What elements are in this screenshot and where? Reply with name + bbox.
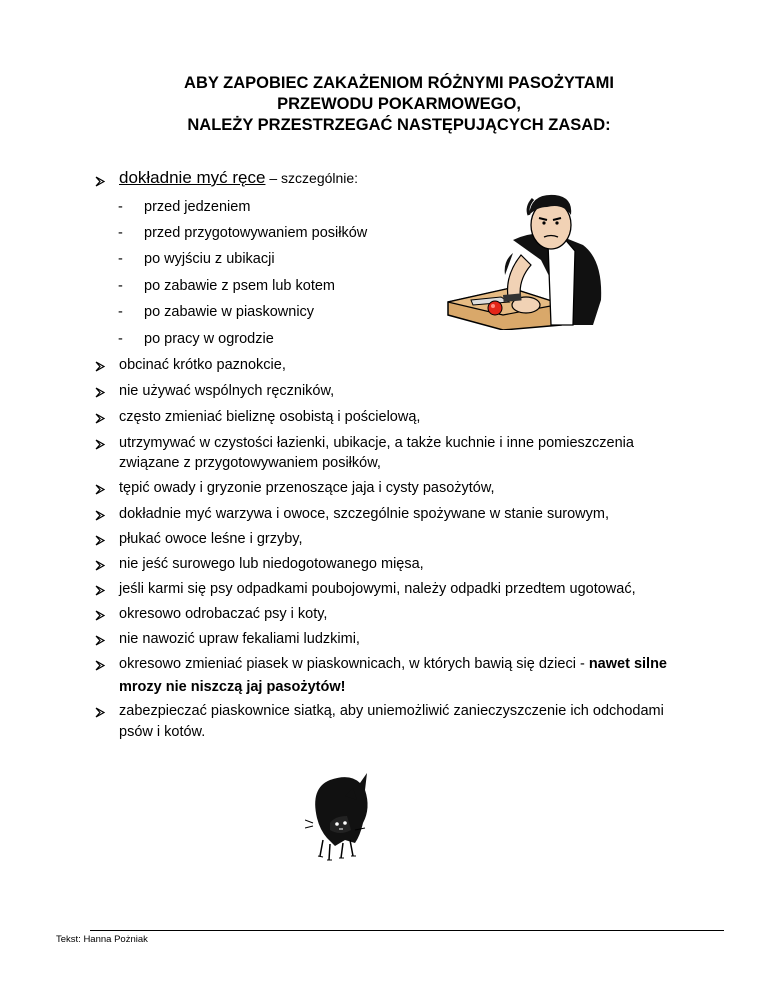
rule-11: nie nawozić upraw fekaliami ludzkimi, xyxy=(119,631,360,647)
dash-5: - xyxy=(118,304,123,320)
dash-4: - xyxy=(118,278,123,294)
page-title xyxy=(0,73,768,136)
arrow-bullet-icon xyxy=(95,535,105,546)
arrow-bullet-icon xyxy=(95,707,105,718)
title-line-1: ABY ZAPOBIEC ZAKAŻENIOM RÓŻNYMI PASOŻYTAMI xyxy=(184,74,614,92)
footer-divider xyxy=(90,930,724,931)
arrow-bullet-icon xyxy=(95,635,105,646)
rule-12-line-2: mrozy nie niszczą jaj pasożytów! xyxy=(119,679,346,695)
rule-12-bold: nawet silne xyxy=(588,656,667,672)
rule-6: dokładnie myć warzywa i owoce, szczególnie spożywane w stanie surowym, xyxy=(119,506,609,522)
arrow-bullet-icon xyxy=(95,610,105,621)
handwash-heading xyxy=(119,168,358,188)
handwash-heading-text: dokładnie myć ręce xyxy=(119,168,266,187)
arrow-bullet-icon xyxy=(95,361,105,372)
rule-10: okresowo odrobaczać psy i koty, xyxy=(119,606,328,622)
handwash-item-5: po zabawie w piaskownicy xyxy=(144,304,315,320)
arrow-bullet-icon xyxy=(95,413,105,424)
arrow-bullet-icon xyxy=(95,510,105,521)
handwash-item-1: przed jedzeniem xyxy=(144,199,251,215)
rule-9: jeśli karmi się psy odpadkami poubojowymi, należy odpadki przedtem ugotować, xyxy=(119,581,636,597)
title-line-3: NALEŻY PRZESTRZEGAĆ NASTĘPUJĄCYCH ZASAD: xyxy=(187,116,611,134)
footer-author: Tekst: Hanna Pożniak xyxy=(56,934,148,945)
arrow-bullet-icon xyxy=(95,439,105,450)
dash-2: - xyxy=(118,225,123,241)
rule-4-line-1: utrzymywać w czystości łazienki, ubikacje, a także kuchnie i inne pomieszczenia xyxy=(119,435,634,451)
black-cat-illustration xyxy=(305,768,375,863)
arrow-bullet-icon xyxy=(95,560,105,571)
dash-3: - xyxy=(118,251,123,267)
handwash-item-3: po wyjściu z ubikacji xyxy=(144,251,275,267)
dash-1: - xyxy=(118,199,123,215)
rule-12-line-1 xyxy=(119,656,667,672)
rule-2: nie używać wspólnych ręczników, xyxy=(119,383,335,399)
rule-5: tępić owady i gryzonie przenoszące jaja i cysty pasożytów, xyxy=(119,480,495,496)
handwash-heading-suffix: – szczególnie: xyxy=(265,170,359,186)
arrow-bullet-icon xyxy=(95,660,105,671)
arrow-bullet-icon xyxy=(95,387,105,398)
rule-13-line-2: psów i kotów. xyxy=(119,724,206,740)
rule-4-line-2: związane z przygotowywaniem posiłków, xyxy=(119,455,381,471)
handwash-item-2: przed przygotowywaniem posiłków xyxy=(144,225,368,241)
rule-1: obcinać krótko paznokcie, xyxy=(119,357,286,373)
arrow-bullet-icon xyxy=(95,484,105,495)
rule-7: płukać owoce leśne i grzyby, xyxy=(119,531,303,547)
arrow-bullet-icon xyxy=(95,176,105,187)
rule-8: nie jeść surowego lub niedogotowanego mięsa, xyxy=(119,556,424,572)
title-line-2: PRZEWODU POKARMOWEGO, xyxy=(277,95,521,113)
dash-6: - xyxy=(118,331,123,347)
rule-13-line-1: zabezpieczać piaskownice siatką, aby uniemożliwić zanieczyszczenie ich odchodami xyxy=(119,703,664,719)
rule-3: często zmieniać bieliznę osobistą i pościelową, xyxy=(119,409,421,425)
handwash-item-6: po pracy w ogrodzie xyxy=(144,331,274,347)
handwash-item-4: po zabawie z psem lub kotem xyxy=(144,278,336,294)
rule-12-text: okresowo zmieniać piasek w piaskownicach, w których bawią się dzieci - xyxy=(119,656,589,672)
arrow-bullet-icon xyxy=(95,585,105,596)
chef-cutting-illustration xyxy=(443,185,608,330)
